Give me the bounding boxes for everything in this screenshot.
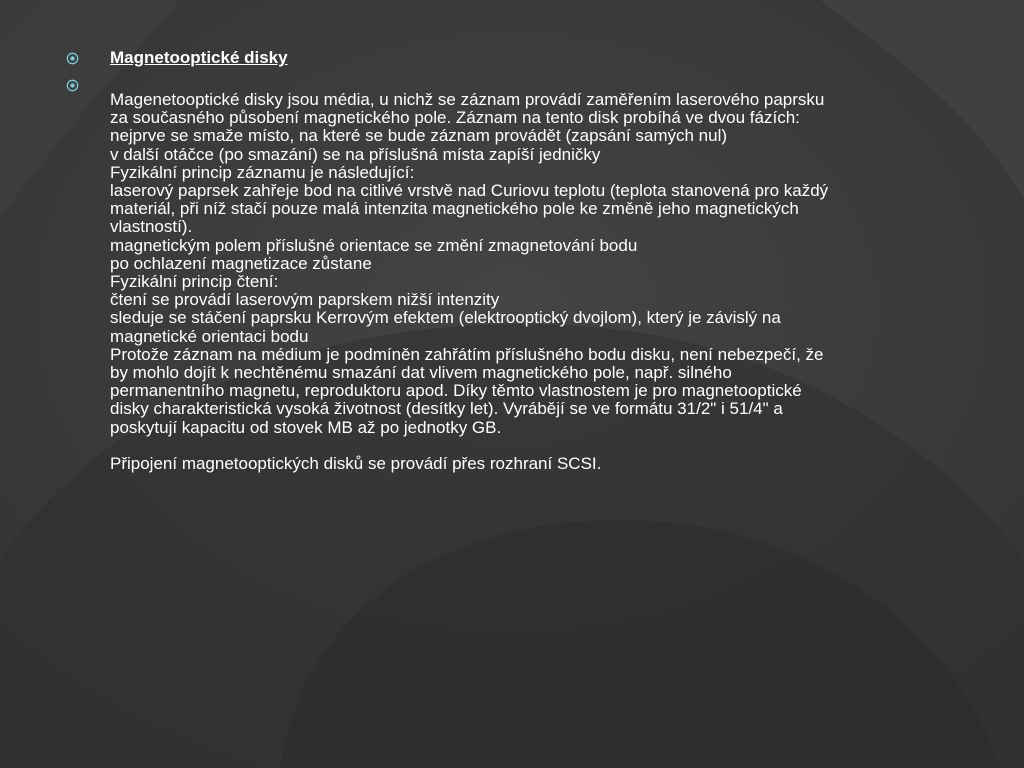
body-line: permanentního magnetu, reproduktoru apod. Díky těmto vlastnostem je pro magnetooptické xyxy=(110,381,802,401)
body-line: nejprve se smaže místo, na které se bude záznam provádět (zapsání samých nul) xyxy=(110,126,728,146)
circled-dot-icon xyxy=(66,79,79,92)
body-line: laserový paprsek zahřeje bod na citlivé vrstvě nad Curiovu teplotu (teplota stanovená pro každý xyxy=(110,181,829,201)
body-line: po ochlazení magnetizace zůstane xyxy=(110,253,372,273)
body-line: Fyzikální princip čtení: xyxy=(110,272,279,292)
circled-dot-icon xyxy=(66,52,79,65)
slide-heading: Magnetooptické disky xyxy=(110,48,288,67)
body-line: poskytují kapacitu od stovek MB až po jednotky GB. xyxy=(110,417,502,437)
body-line: za současného působení magnetického pole. Záznam na tento disk probíhá ve dvou fázích: xyxy=(110,108,800,128)
heading-row xyxy=(66,48,966,68)
body-line: by mohlo dojít k nechtěnému smazání dat vlivem magnetického pole, např. silného xyxy=(110,363,732,383)
body-line: magnetickým polem příslušné orientace se změní zmagnetování bodu xyxy=(110,235,638,255)
body-text xyxy=(110,91,960,473)
body-line: Protože záznam na médium je podmíněn zahřátím příslušného bodu disku, není nebezpečí, že xyxy=(110,344,824,364)
body-line: Magenetooptické disky jsou média, u nichž se záznam provádí zaměřením laserového paprsku xyxy=(110,90,825,109)
body-line: materiál, při níž stačí pouze malá intenzita magnetického pole ke změně jeho magnetických xyxy=(110,199,799,219)
body-bullet-row xyxy=(66,75,966,91)
body-line: vlastností). xyxy=(110,217,193,237)
slide-content xyxy=(66,48,966,473)
paragraph-gap xyxy=(110,437,960,455)
body-line: v další otáčce (po smazání) se na příslušná místa zapíší jedničky xyxy=(110,144,601,164)
body-line: Fyzikální princip záznamu je následující: xyxy=(110,162,415,182)
body-line: magnetické orientaci bodu xyxy=(110,326,309,346)
body-line: sleduje se stáčení paprsku Kerrovým efektem (elektrooptický dvojlom), který je závislý na xyxy=(110,308,781,328)
body-line: čtení se provádí laserovým paprskem nižší intenzity xyxy=(110,290,500,310)
closing-line: Připojení magnetooptických disků se provádí přes rozhraní SCSI. xyxy=(110,453,602,473)
body-line: disky charakteristická vysoká životnost (desítky let). Vyrábějí se ve formátu 31/2" i 51/4" a xyxy=(110,399,783,419)
